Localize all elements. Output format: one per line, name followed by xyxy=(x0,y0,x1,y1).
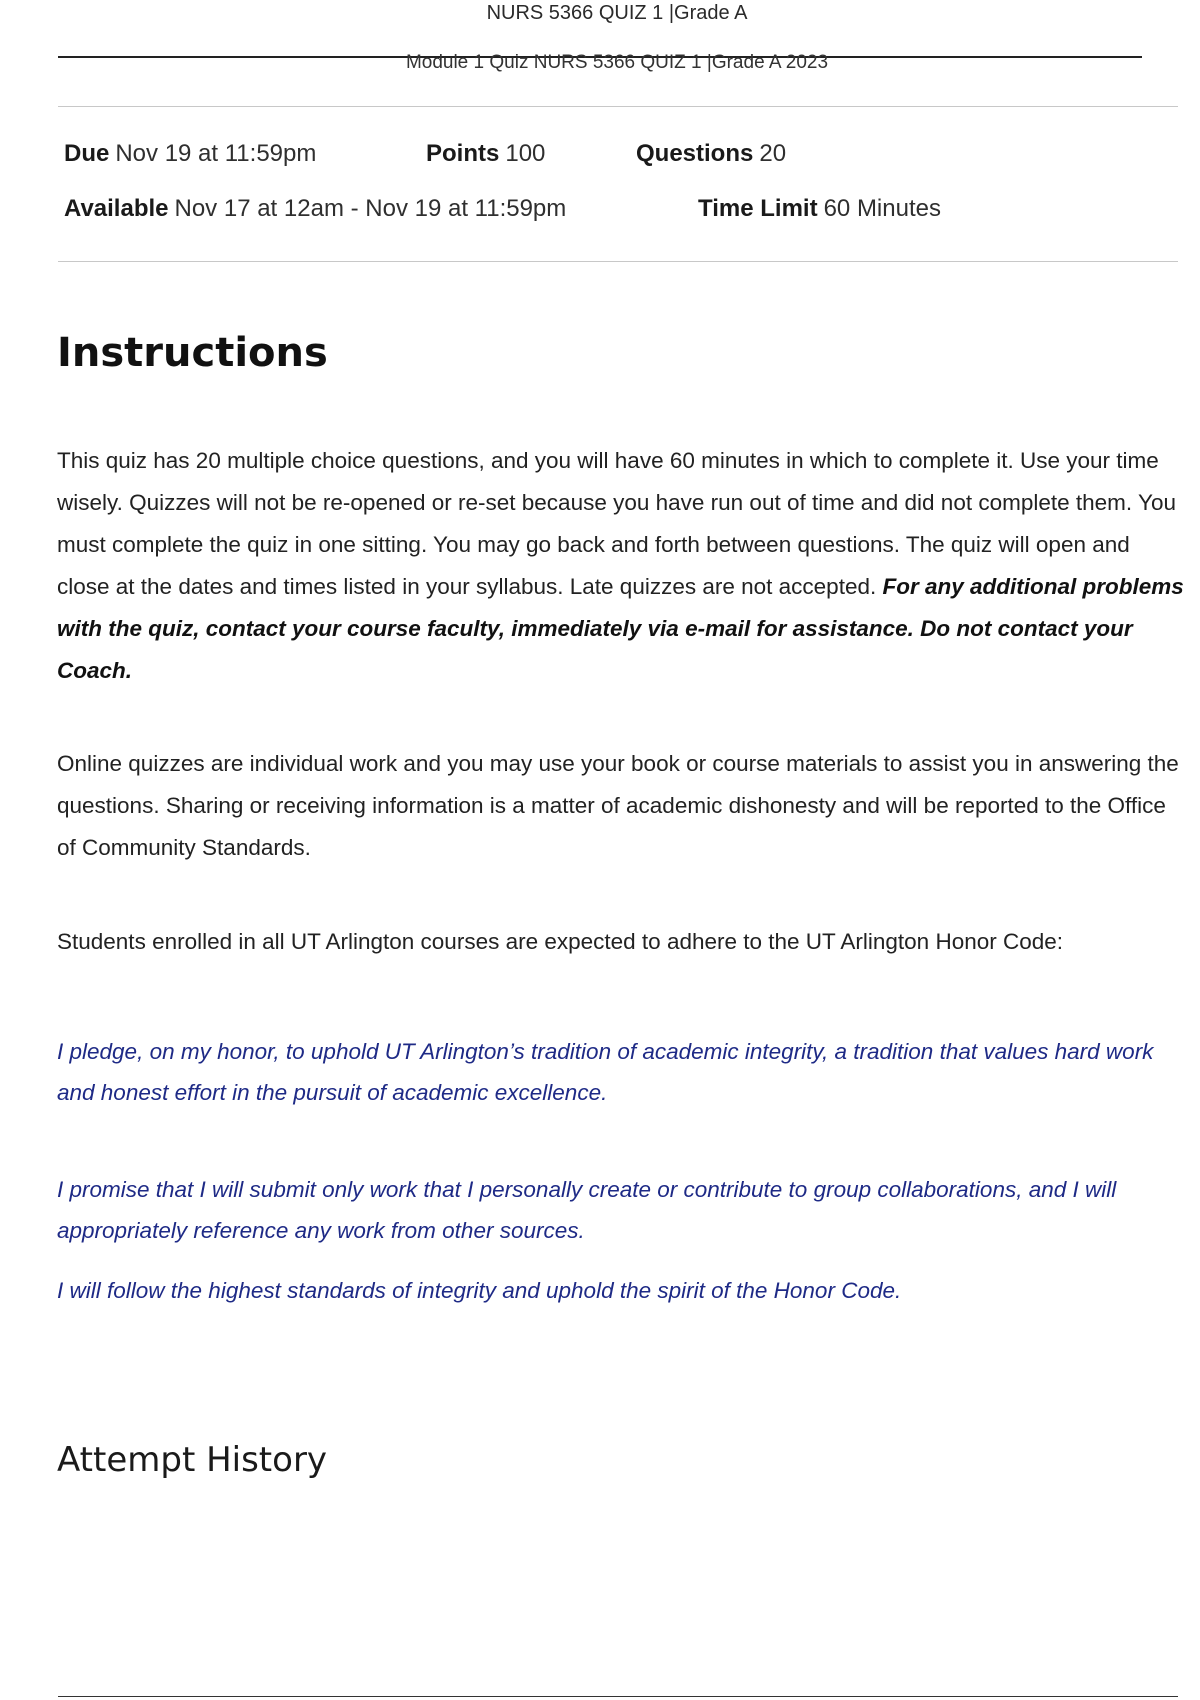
due-label: Due xyxy=(64,140,110,167)
due-field xyxy=(64,140,316,168)
meta-top-divider xyxy=(58,106,1178,107)
points-value: 100 xyxy=(505,140,546,167)
due-value: Nov 19 at 11:59pm xyxy=(115,140,317,167)
questions-label: Questions xyxy=(636,140,754,167)
questions-field xyxy=(636,140,786,168)
available-value: Nov 17 at 12am - Nov 19 at 11:59pm xyxy=(174,195,567,222)
instructions-paragraph-1-text: This quiz has 20 multiple choice questions, and you will have 60 minutes in which to complete it. Use your time wisely. Quizzes will not be re-opened or re-set because you have run out of time and did not complete them. You must complete the quiz in one sitting. You may go back and forth between questions. The quiz will open and close at the dates and times listed in your syllabus. Late quizzes are not accepted. xyxy=(57,448,1176,599)
time-limit-label: Time Limit xyxy=(698,195,818,222)
time-limit-field xyxy=(698,195,941,223)
attempt-history-heading: Attempt History xyxy=(57,1440,328,1480)
honor-pledge-2: I promise that I will submit only work that I personally create or contribute to group collaborations, and I will appropriately reference any work from other sources. xyxy=(57,1177,1117,1243)
honor-pledge-3: I will follow the highest standards of integrity and uphold the spirit of the Honor Code. xyxy=(57,1278,902,1303)
meta-bottom-divider xyxy=(58,261,1178,262)
instructions-paragraph-1 xyxy=(57,440,1185,692)
honor-pledge-1: I pledge, on my honor, to uphold UT Arlington’s tradition of academic integrity, a tradition that values hard work and honest effort in the pursuit of academic excellence. xyxy=(57,1039,1154,1105)
instructions-heading: Instructions xyxy=(57,330,328,376)
points-field xyxy=(426,140,545,168)
points-label: Points xyxy=(426,140,500,167)
available-label: Available xyxy=(64,195,169,222)
document-subtitle: Module 1 Quiz NURS 5366 QUIZ 1 |Grade A 2023 xyxy=(405,52,829,73)
time-limit-value: 60 Minutes xyxy=(823,195,941,222)
available-field xyxy=(64,195,566,223)
honor-code-intro: Students enrolled in all UT Arlington courses are expected to adhere to the UT Arlington Honor Code: xyxy=(57,929,1064,954)
questions-value: 20 xyxy=(759,140,787,167)
faculty-contact-notice: For any additional problems with the quiz, contact your course faculty, immediately via e-mail for assistance. Do not contact your Coach. xyxy=(57,574,1184,683)
running-header: NURS 5366 QUIZ 1 |Grade A xyxy=(486,2,748,24)
page-bottom-divider xyxy=(58,1696,1178,1697)
instructions-paragraph-2: Online quizzes are individual work and you may use your book or course materials to assist you in answering the questions. Sharing or receiving information is a matter of academic dishonesty and will be reported to the Office of Community Standards. xyxy=(57,751,1179,860)
